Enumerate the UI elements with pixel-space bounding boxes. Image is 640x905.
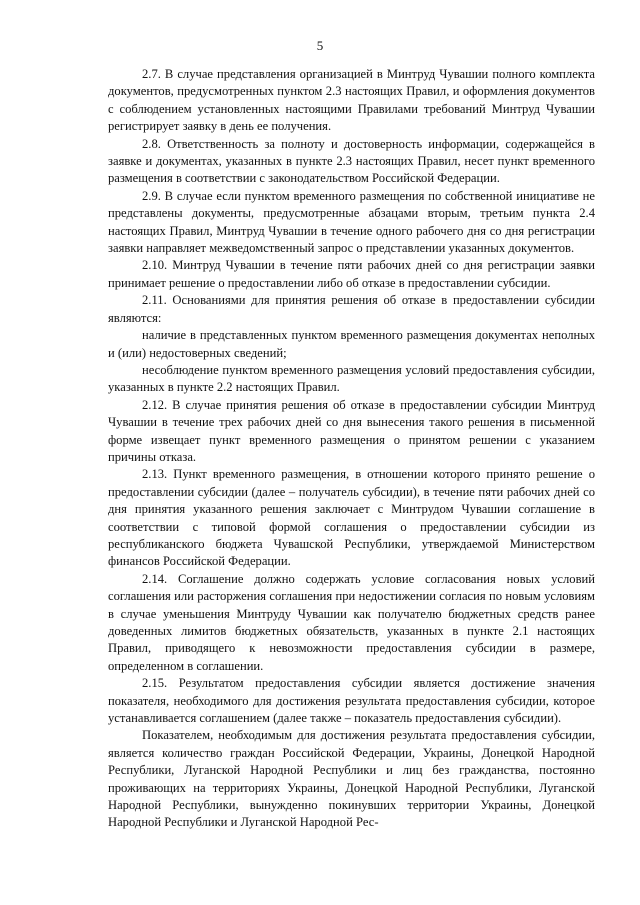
paragraph-2-9: 2.9. В случае если пунктом временного размещения по собственной инициативе не представлены документы, предусмотренные абзацами вторым, третьим пункта 2.4 настоящих Правил, Минтруд Чувашии в течение одного рабочего дня со дня регистрации заявки направляет межведомственный запрос о представлении указанных документов. [108,188,595,256]
paragraph-2-12: 2.12. В случае принятия решения об отказе в предоставлении субсидии Минтруд Чувашии в течение трех рабочих дней со дня вынесения такого решения в письменной форме извещает пункт временного размещения о принятом решении с указанием причины отказа. [108,397,595,464]
document-body [108,66,595,832]
paragraph-2-13: 2.13. Пункт временного размещения, в отношении которого принято решение о предоставлении субсидии (далее – получатель субсидии), в течение пяти рабочих дней со дня принятия указанного решения заключает с Минтрудом Чувашии соглашение в соответствии с типовой формой соглашения о предоставлении субсидии из республиканского бюджета Чувашской Республики, утверждаемой Министерством финансов Российской Федерации. [108,467,595,569]
paragraph-2-11: 2.11. Основаниями для принятия решения об отказе в предоставлении субсидии являются: [108,293,595,325]
paragraph-2-14: 2.14. Соглашение должно содержать условие согласования новых условий соглашения или расторжения соглашения при недостижении согласия по новым условиям в случае уменьшения Минтруду Чувашии как получателю бюджетных средств ранее доведенных лимитов бюджетных обязательств, указанных в пункте 2.1 настоящих Правил, приводящего к невозможности предоставления субсидии в размере, определенном в соглашении. [108,571,595,673]
paragraph-2-15: 2.15. Результатом предоставления субсидии является достижение значения показателя, необходимого для достижения результата предоставления субсидии, которое устанавливается соглашением (далее также – показатель предоставления субсидии). [108,676,595,726]
paragraph-indicator: Показателем, необходимым для достижения результата предоставления субсидии, является количество граждан Российской Федерации, Украины, Донецкой Народной Республики, Луганской Народной Республики и лиц без гражданства, постоянно проживающих на территориях Украины, Донецкой Народной Республики, Луганской Народной Республики, вынужденно покинувших территории Украины, Донецкой Народной Республики и Луганской Народной Рес- [108,728,595,830]
paragraph-refusal-ground-2: несоблюдение пунктом временного размещения условий предоставления субсидии, указанных в пункте 2.2 настоящих Правил. [108,362,595,395]
page-number: 5 [316,38,324,53]
paragraph-2-10: 2.10. Минтруд Чувашии в течение пяти рабочих дней со дня регистрации заявки принимает решение о предоставлении либо об отказе в предоставлении субсидии. [108,258,595,290]
paragraph-2-7: 2.7. В случае представления организацией в Минтруд Чувашии полного комплекта документов, предусмотренных пунктом 2.3 настоящих Правил, и оформления документов с соблюдением установленных настоящими Правилами требований Минтруд Чувашии регистрирует заявку в день ее получения. [108,67,595,134]
paragraph-2-8: 2.8. Ответственность за полноту и достоверность информации, содержащейся в заявке и документах, указанных в пункте 2.3 настоящих Правил, несет пункт временного размещения в соответствии с законодательством Российской Федерации. [108,136,595,186]
paragraph-refusal-ground-1: наличие в представленных пунктом временного размещения документах неполных и (или) недостоверных сведений; [108,328,595,360]
